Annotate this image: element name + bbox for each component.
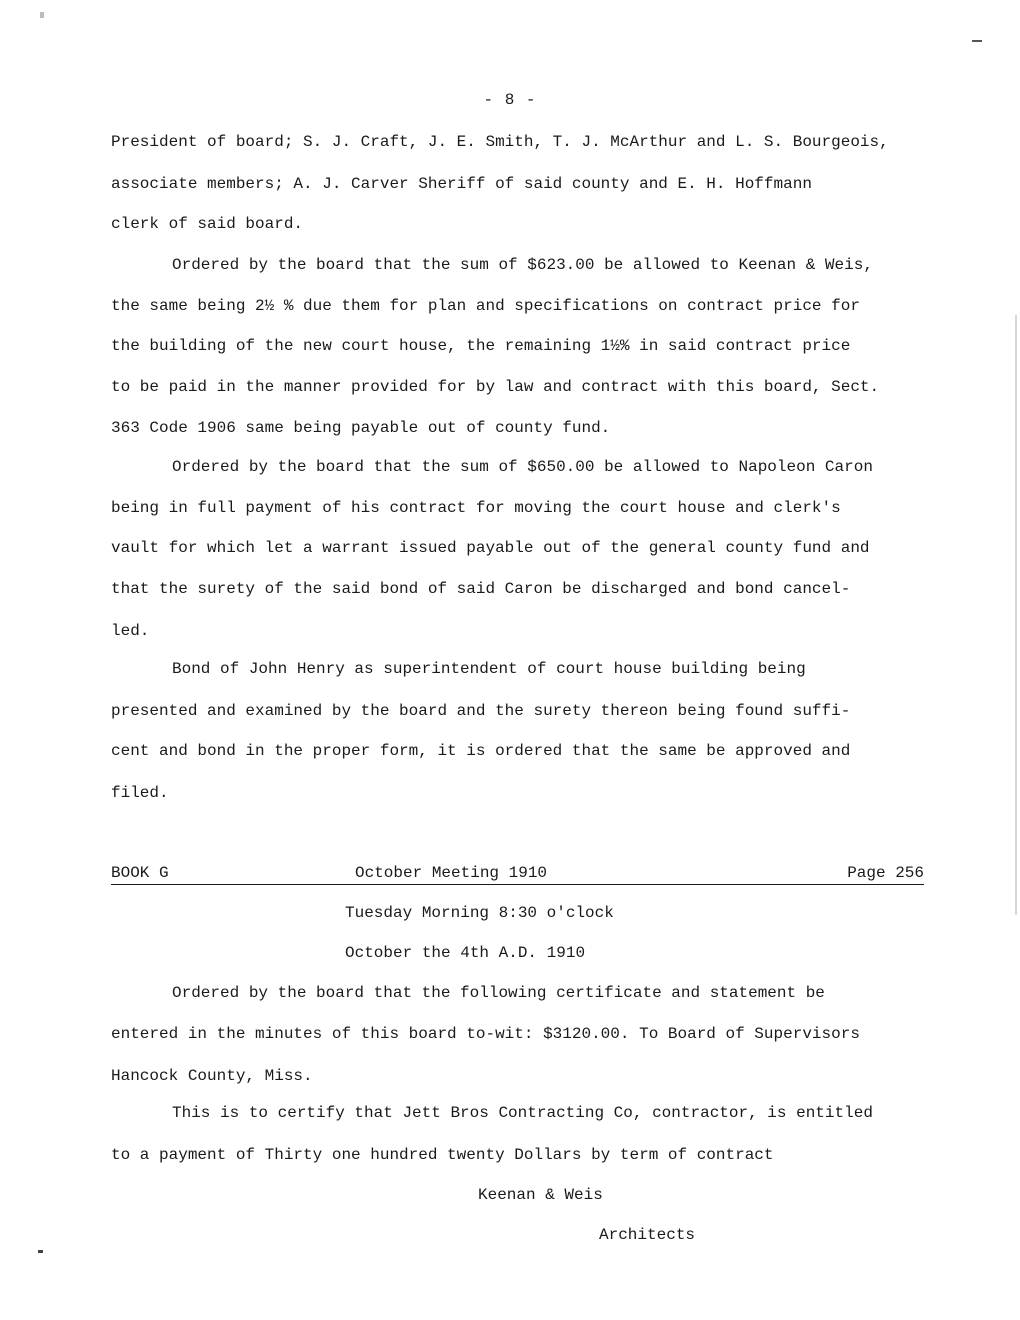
scan-speck bbox=[38, 1250, 43, 1253]
paragraph-first-line: Ordered by the board that the following certificate and statement be bbox=[172, 984, 825, 1002]
scan-speck bbox=[972, 40, 982, 42]
page-number: - 8 - bbox=[483, 91, 537, 109]
text-line: led. bbox=[111, 622, 150, 640]
text-line: clerk of said board. bbox=[111, 215, 304, 233]
text-line: vault for which let a warrant issued payable out of the general county fund and bbox=[111, 539, 870, 557]
text-line: to be paid in the manner provided for by law and contract with this board, Sect. bbox=[111, 378, 880, 396]
book-header-rule bbox=[111, 862, 924, 885]
session-date: October the 4th A.D. 1910 bbox=[345, 944, 586, 962]
paragraph-first-line: Ordered by the board that the sum of $650.00 be allowed to Napoleon Caron bbox=[172, 458, 873, 476]
scan-speck bbox=[40, 12, 44, 18]
scan-edge-shadow bbox=[1015, 315, 1017, 915]
paragraph-first-line: Ordered by the board that the sum of $623.00 be allowed to Keenan & Weis, bbox=[172, 256, 873, 274]
signature-name: Keenan & Weis bbox=[478, 1186, 603, 1204]
paragraph-first-line: This is to certify that Jett Bros Contracting Co, contractor, is entitled bbox=[172, 1104, 873, 1122]
text-line: President of board; S. J. Craft, J. E. Smith, T. J. McArthur and L. S. Bourgeois, bbox=[111, 133, 889, 151]
text-line: presented and examined by the board and the surety thereon being found suffi- bbox=[111, 702, 851, 720]
text-line: associate members; A. J. Carver Sheriff of said county and E. H. Hoffmann bbox=[111, 175, 812, 193]
book-label: BOOK G bbox=[111, 864, 169, 882]
text-line: the building of the new court house, the remaining 1½% in said contract price bbox=[111, 337, 851, 355]
text-line: to a payment of Thirty one hundred twenty Dollars by term of contract bbox=[111, 1146, 774, 1164]
text-line: 363 Code 1906 same being payable out of county fund. bbox=[111, 419, 611, 437]
signature-title: Architects bbox=[599, 1226, 696, 1244]
text-line: Hancock County, Miss. bbox=[111, 1067, 313, 1085]
page-reference: Page 256 bbox=[847, 864, 924, 882]
meeting-label: October Meeting 1910 bbox=[355, 864, 548, 882]
text-line: that the surety of the said bond of said Caron be discharged and bond cancel- bbox=[111, 580, 851, 598]
text-line: cent and bond in the proper form, it is ordered that the same be approved and bbox=[111, 742, 851, 760]
paragraph-first-line: Bond of John Henry as superintendent of court house building being bbox=[172, 660, 806, 678]
text-line: the same being 2½ % due them for plan and specifications on contract price for bbox=[111, 297, 860, 315]
session-time: Tuesday Morning 8:30 o'clock bbox=[345, 904, 614, 922]
text-line: being in full payment of his contract for moving the court house and clerk's bbox=[111, 499, 841, 517]
text-line: filed. bbox=[111, 784, 169, 802]
text-line: entered in the minutes of this board to-wit: $3120.00. To Board of Supervisors bbox=[111, 1025, 860, 1043]
